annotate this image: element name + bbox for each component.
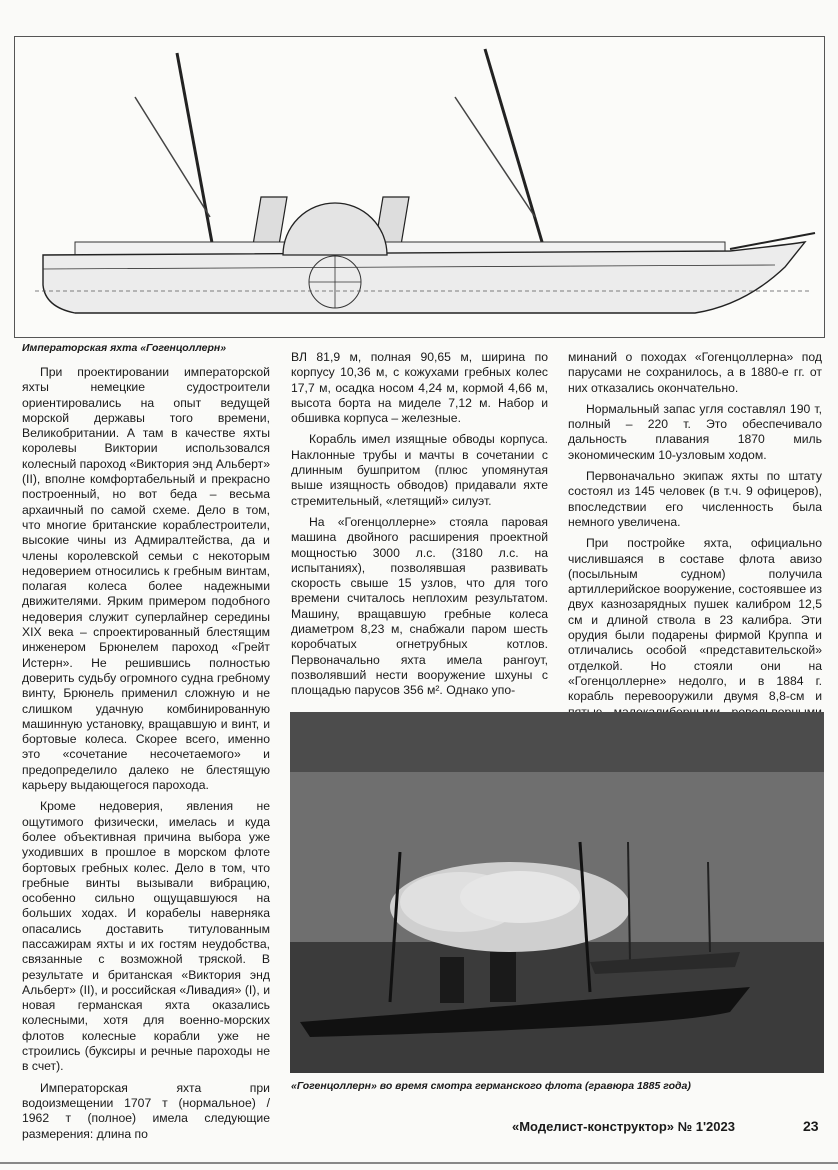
text-column-1 [22, 365, 270, 1148]
engraving-drawing [290, 712, 824, 1073]
ship-profile-figure [14, 36, 825, 338]
paragraph: Нормальный запас угля составлял 190 т, полный – 220 т. Это обеспечивало дальность плавания 1870 миль экономическим 10-узловым ходом. [568, 401, 822, 462]
ship-profile-drawing [15, 37, 824, 337]
text-column-3 [568, 350, 822, 741]
figure-caption-bottom: «Гогенцоллерн» во время смотра германского флота (гравюра 1885 года) [291, 1080, 691, 1092]
paragraph: Императорская яхта при водоизмещении 1707 т (нормальное) / 1962 т (полное) имела следующие размерения: длина по [22, 1080, 270, 1141]
engraving-image [290, 712, 824, 1073]
bottom-rule [0, 1162, 838, 1164]
paragraph: Первоначально экипаж яхты по штату состоял из 145 человек (в т.ч. 9 офицеров), впоследствии его численность была немного увеличена. [568, 469, 822, 529]
paragraph: ВЛ 81,9 м, полная 90,65 м, ширина по корпусу 10,36 м, с кожухами гребных колес 17,7 м, осадка носом 4,24 м, кормой 4,66 м, высота борта на миделе 7,12 м. Набор и обшивка корпуса – железные. [291, 350, 548, 426]
paragraph: При проектировании императорской яхты немецкие судостроители ориентировались на опыт ведущей морской державы того времени, Великобритании. А там в качестве яхты королевы Виктории использовался колесный пароход «Виктория энд Альберт» (II), вполне комфортабельный и прекрасно построенный, но вот беда – весьма архаичный по самой схеме. Дело в том, что многие британские кораблестроители, высокие чины из Адмиралтейства, да и члены королевской семьи с некоторым недоверием относились к гребным винтам, полагая колеса более надежными движителями. Ярким примером подобного недоверия служит суперлайнер середины XIX века – спроектированный блестящим инженером Брюнелем пароход «Грейт Истерн». Не решившись полностью доверить судьбу огромного судна гребному винту, Брюнель применил сложную и не слишком удачную комбинированную машинную установку, вращавшую и винт, и бортовые колеса. Скорее всего, именно это «сочетание несочетаемого» и предопределило далеко не блестящую карьеру выдающегося парохода. [22, 365, 270, 793]
paragraph: минаний о походах «Гогенцоллерна» под парусами не сохранилось, а в 1880-е гг. от них отказались окончательно. [568, 350, 822, 395]
paragraph: На «Гогенцоллерне» стояла паровая машина двойного расширения проектной мощностью 3000 л.с. (3180 л.с. на испытаниях), позволявшая развивать скорость свыше 15 узлов, что для того времени считалось неплохим результатом. Машину, вращавшую гребные колеса диаметром 8,23 м, снабжали паром шесть коробчатых огнетрубных котлов. Первоначально яхта имела рангоут, позволявший нести вооружение шхуны с площадью парусов 356 м². Однако упо- [291, 514, 548, 698]
paragraph: Кроме недоверия, явления не ощутимого физически, имелась и куда более объективная причина выбора уже уходивших в прошлое в морском флоте бортовых гребных колес. Дело в том, что гребные винты вызывали вибрацию, особенно сильно ощущавшуюся на больших ходах. И корабелы наверняка опасались доставить титулованным пассажирам яхты и их гостям неудобства, связанные с возможной тряской. В результате и британская «Виктория энд Альберт» (II), и российская «Ливадия» (I), и новая германская яхта оказались колесными, хотя для военно-морских флотов колесные корабли уже не строились (буксиры и речные пароходы не в счет). [22, 799, 270, 1074]
text-column-2 [291, 350, 548, 705]
page-number: 23 [803, 1118, 819, 1134]
paragraph: При постройке яхта, официально числившаяся в составе флота авизо (посыльным судном) получила артиллерийское вооружение, состоявшее из двух казнозарядных пушек калибром 12,5 см и длиной ствола в 23 калибра. Эти орудия были подарены фирмой Круппа и отличались особой «представительской» отделкой. Но стояли они на «Гогенцоллерне» недолго, и в 1884 г. корабль перевооружили двумя 8,8-см и [568, 536, 822, 704]
journal-footer: «Моделист-конструктор» № 1'2023 [512, 1119, 735, 1134]
paragraph: Корабль имел изящные обводы корпуса. Наклонные трубы и мачты в сочетании с длинным бушпритом (плюс упомянутая выше изящность обводов) придавали яхте стремительный, «летящий» силуэт. [291, 432, 548, 508]
figure-caption-top: Императорская яхта «Гогенцоллерн» [22, 342, 227, 354]
